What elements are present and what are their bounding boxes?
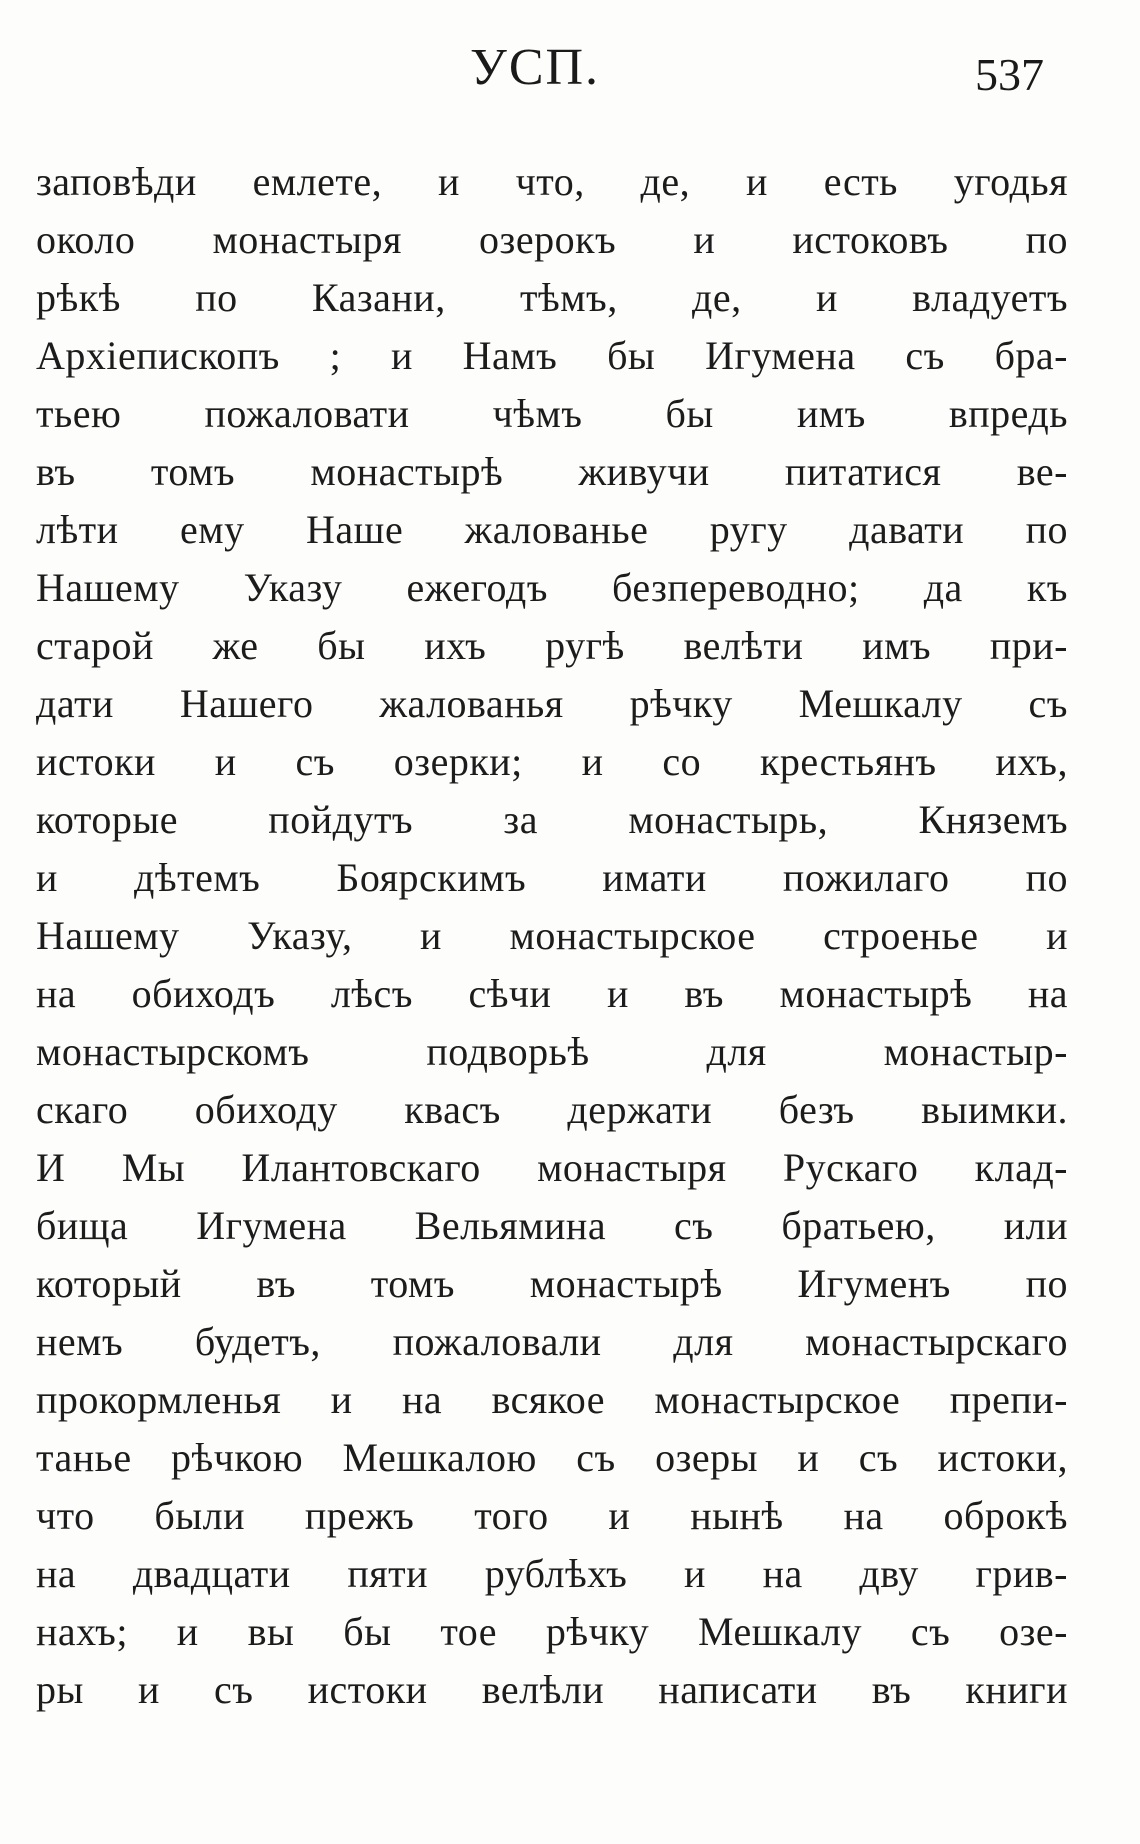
text-line: монастырскомъ подворьѣ для монастыр- <box>36 1029 1068 1074</box>
running-head <box>0 38 1140 108</box>
text-line: немъ будетъ, пожаловали для монастырскаго <box>36 1319 1068 1364</box>
text-line: дати Нашего жалованья рѣчку Мешкалу съ <box>36 681 1068 726</box>
text-line: ры и съ истоки велѣли написати въ книги <box>36 1667 1068 1712</box>
text-line: что были прежъ того и нынѣ на оброкѣ <box>36 1493 1068 1538</box>
text-line: заповѣди емлете, и что, де, и есть угодья <box>36 159 1068 204</box>
text-line: истоки и съ озерки; и со крестьянъ ихъ, <box>36 739 1068 784</box>
text-line: на двадцати пяти рублѣхъ и на дву грив- <box>36 1551 1068 1596</box>
text-line: прокормленья и на всякое монастырское препи- <box>36 1377 1068 1422</box>
text-line: тьею пожаловати чѣмъ бы имъ впредь <box>36 391 1068 436</box>
text-line: скаго обиходу квасъ держати безъ выимки. <box>36 1087 1068 1132</box>
running-title: УСП. <box>470 39 601 96</box>
text-line: лѣти ему Наше жалованье ругу давати по <box>36 507 1068 552</box>
text-line: Нашему Указу ежегодъ безпереводно; да къ <box>36 565 1068 610</box>
text-line: бища Игумена Вельямина съ братьею, или <box>36 1203 1068 1248</box>
text-line: нахъ; и вы бы тое рѣчку Мешкалу съ озе- <box>36 1609 1068 1654</box>
text-line: Архіепископъ ; и Намъ бы Игумена съ бра- <box>36 333 1068 378</box>
text-line: рѣкѣ по Казани, тѣмъ, де, и владуетъ <box>36 275 1068 320</box>
text-line: на обиходъ лѣсъ сѣчи и въ монастырѣ на <box>36 971 1068 1016</box>
text-line: и дѣтемъ Боярскимъ имати пожилаго по <box>36 855 1068 900</box>
text-line: около монастыря озерокъ и истоковъ по <box>36 217 1068 262</box>
text-line: который въ томъ монастырѣ Игуменъ по <box>36 1261 1068 1306</box>
text-line: И Мы Илантовскаго монастыря Рускаго клад- <box>36 1145 1068 1190</box>
page-number: 537 <box>975 49 1044 100</box>
body-text <box>36 153 1068 1719</box>
text-line: старой же бы ихъ ругѣ велѣти имъ при- <box>36 623 1068 668</box>
text-line: Нашему Указу, и монастырское строенье и <box>36 913 1068 958</box>
text-line: въ томъ монастырѣ живучи питатися ве- <box>36 449 1068 494</box>
text-line: танье рѣчкою Мешкалою съ озеры и съ истоки, <box>36 1435 1068 1480</box>
text-line: которые пойдутъ за монастырь, Княземъ <box>36 797 1068 842</box>
